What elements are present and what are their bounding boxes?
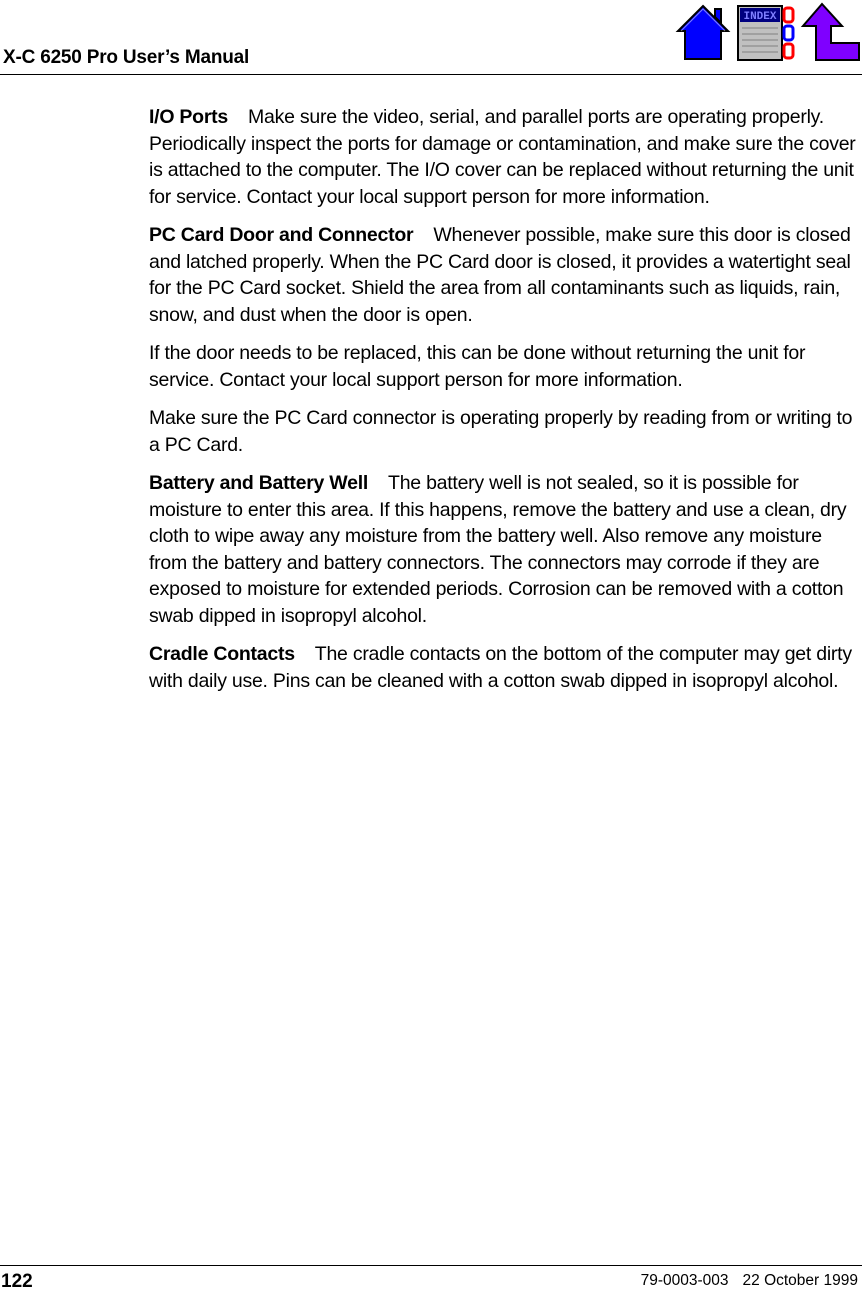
- pc-card-door-paragraph: [149, 222, 861, 328]
- paragraph-text: The battery well is not sealed, so it is possible for moisture to enter this area. If this happens, remove the battery and use a clean, dry cloth to wipe away any moisture from the battery well. Also remove any moisture from the battery and battery connectors. The connectors may corrode if they are exposed to moisture for extended periods. Corrosion can be removed with a cotton swab dipped in isopropyl alcohol.: [149, 472, 847, 627]
- home-button[interactable]: [675, 3, 731, 61]
- run-in-heading: Cradle Contacts: [149, 643, 295, 665]
- index-button[interactable]: [736, 3, 798, 63]
- paragraph-text: The cradle contacts on the bottom of the computer may get dirty with daily use. Pins can be cleaned with a cotton swab dipped in isopropyl alcohol.: [149, 643, 852, 692]
- door-replacement-paragraph: [149, 340, 861, 393]
- document-id: [641, 1272, 858, 1290]
- doc-date: 22 October 1999: [742, 1272, 858, 1289]
- index-label: INDEX: [743, 11, 777, 23]
- battery-well-paragraph: [149, 470, 861, 629]
- pc-card-connector-paragraph: [149, 405, 861, 458]
- home-icon: [675, 3, 731, 61]
- cradle-contacts-paragraph: [149, 641, 861, 694]
- header-rule: [0, 74, 862, 75]
- footer-rule: [0, 1265, 862, 1266]
- io-ports-paragraph: [149, 104, 861, 210]
- back-arrow-icon: [800, 1, 862, 63]
- run-in-heading: I/O Ports: [149, 106, 229, 128]
- index-icon: [736, 3, 798, 63]
- page-number: 122: [1, 1271, 33, 1292]
- back-button[interactable]: [800, 1, 862, 63]
- paragraph-text: Make sure the PC Card connector is operating properly by reading from or writing to a PC Card.: [149, 407, 853, 456]
- doc-number: 79-0003-003: [640, 1272, 729, 1289]
- document-body: [149, 104, 861, 706]
- run-in-heading: PC Card Door and Connector: [149, 224, 414, 246]
- paragraph-text: Make sure the video, serial, and parallel ports are operating properly. Periodically inspect the ports for damage or contamination, and make sure the cover is attached to the computer. The I/O cover can be replaced without returning the unit for service. Contact your local support person for more information.: [149, 106, 856, 208]
- page-header: [0, 0, 862, 76]
- run-in-heading: Battery and Battery Well: [149, 472, 369, 494]
- manual-title: X-C 6250 Pro User’s Manual: [3, 47, 250, 68]
- paragraph-text: If the door needs to be replaced, this can be done without returning the unit for service. Contact your local support person for more information.: [149, 342, 806, 391]
- paragraph-text: Whenever possible, make sure this door is closed and latched properly. When the PC Card door is closed, it provides a watertight seal for the PC Card socket. Shield the area from all contaminants such as liquids, rain, snow, and dust when the door is open.: [149, 224, 851, 326]
